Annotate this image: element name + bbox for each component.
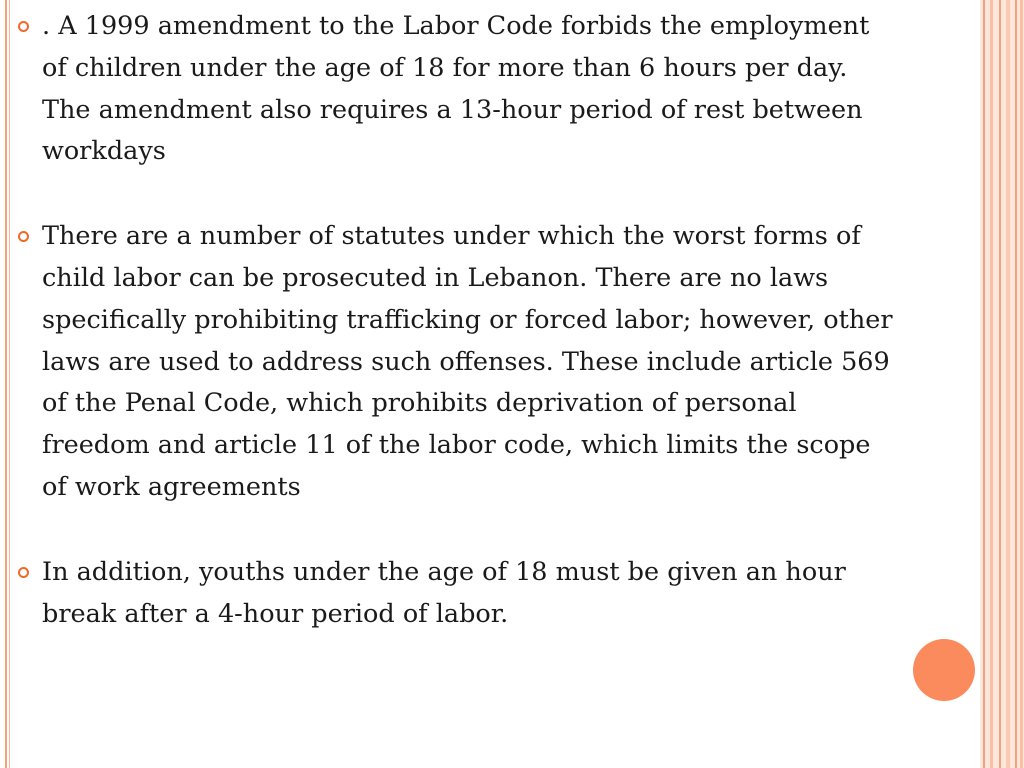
bullet-text: There are a number of statutes under which the worst forms of child labor can be prosecuted in Lebanon. There are no laws specifically prohibiting trafficking or forced labor; however, other laws are used to address such offenses. These include article 569 of the Penal Code, which prohibits deprivation of personal freedom and article 11 of the labor code, which limits the scope of work agreements bbox=[42, 221, 893, 502]
right-stripe bbox=[983, 0, 985, 768]
right-stripe bbox=[1006, 0, 1010, 768]
bullet-item bbox=[16, 6, 896, 173]
left-border-line bbox=[5, 0, 7, 768]
bullet-circle-icon bbox=[18, 21, 29, 32]
bullet-text: In addition, youths under the age of 18 must be given an hour break after a 4-hour period of labor. bbox=[42, 556, 846, 629]
accent-circle bbox=[913, 639, 975, 701]
right-stripe bbox=[1020, 0, 1023, 768]
right-decorative-band bbox=[980, 0, 1024, 768]
right-stripe bbox=[1015, 0, 1017, 768]
right-stripe bbox=[990, 0, 993, 768]
bullet-circle-icon bbox=[18, 567, 29, 578]
slide-content bbox=[16, 6, 896, 635]
bullet-text: . A 1999 amendment to the Labor Code forbids the employment of children under the age of 18 for more than 6 hours per day. The amendment also requires a 13-hour period of rest between workdays bbox=[42, 11, 870, 167]
left-border-line-inner bbox=[9, 0, 10, 768]
bullet-item bbox=[16, 552, 896, 636]
bullet-item bbox=[16, 216, 896, 509]
right-stripe bbox=[999, 0, 1001, 768]
bullet-circle-icon bbox=[18, 231, 29, 242]
